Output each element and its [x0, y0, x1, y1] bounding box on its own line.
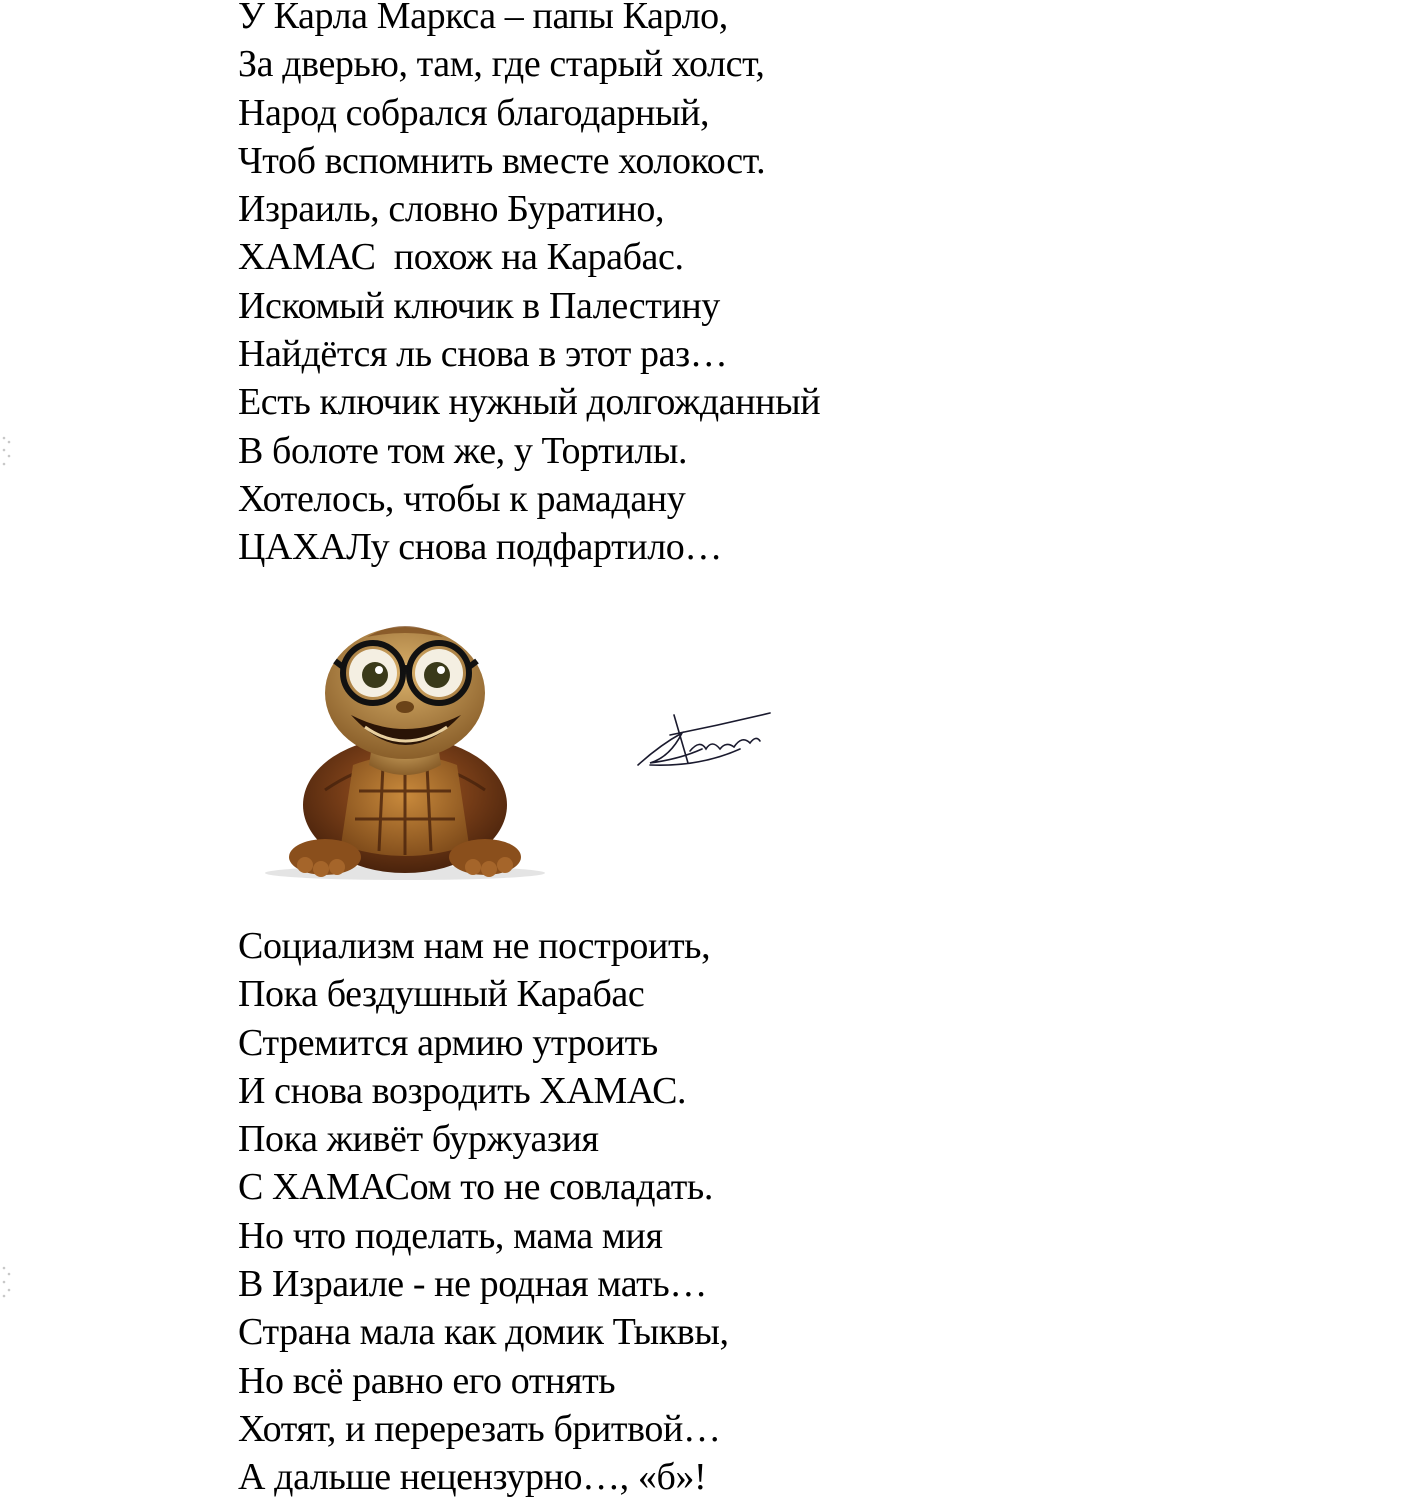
handwritten-signature: [630, 705, 780, 775]
poem-line: И снова возродить ХАМАС.: [238, 1069, 687, 1112]
poem-line: Хотят, и перерезать бритвой…: [238, 1407, 721, 1450]
poem-line: Хотелось, чтобы к рамадану: [238, 477, 686, 520]
poem-line: Есть ключик нужный долгожданный: [238, 381, 821, 424]
poem-line: Найдётся ль снова в этот раз…: [238, 333, 728, 376]
poem-line: Чтоб вспомнить вместе холокост.: [238, 139, 766, 182]
poem-line: А дальше нецензурно…, «б»!: [238, 1456, 707, 1499]
poem-line: Страна мала как домик Тыквы,: [238, 1311, 729, 1354]
poem-line: Пока бездушный Карабас: [238, 973, 645, 1016]
poem-line: Народ собрался благодарный,: [238, 91, 710, 134]
poem-line: У Карла Маркса – папы Карло,: [238, 0, 728, 37]
poem-line: В болоте том же, у Тортилы.: [238, 429, 688, 472]
poem-line: Пока живёт буржуазия: [238, 1118, 599, 1161]
poem-line: Но всё равно его отнять: [238, 1359, 616, 1402]
poem-line: В Израиле - не родная мать…: [238, 1263, 707, 1306]
poem-line: Социализм нам не построить,: [238, 925, 711, 967]
poem-stanza-2: [238, 922, 729, 1502]
poem-line: Стремится армию утроить: [238, 1021, 658, 1064]
poem-line: Искомый ключик в Палестину: [238, 284, 720, 327]
poem-line: ЦАХАЛу снова подфартило…: [238, 526, 722, 569]
turtle-illustration: [255, 615, 555, 885]
poem-line: За дверью, там, где старый холст,: [238, 43, 765, 86]
poem-stanza-1: [238, 0, 820, 572]
poem-line: ХАМАС похож на Карабас.: [238, 236, 684, 279]
margin-marker: [0, 432, 12, 472]
poem-line: Но что поделать, мама мия: [238, 1214, 663, 1257]
poem-line: Израиль, словно Буратино,: [238, 188, 665, 231]
poem-line: С ХАМАСом то не совладать.: [238, 1166, 713, 1209]
margin-marker: [0, 1262, 12, 1302]
